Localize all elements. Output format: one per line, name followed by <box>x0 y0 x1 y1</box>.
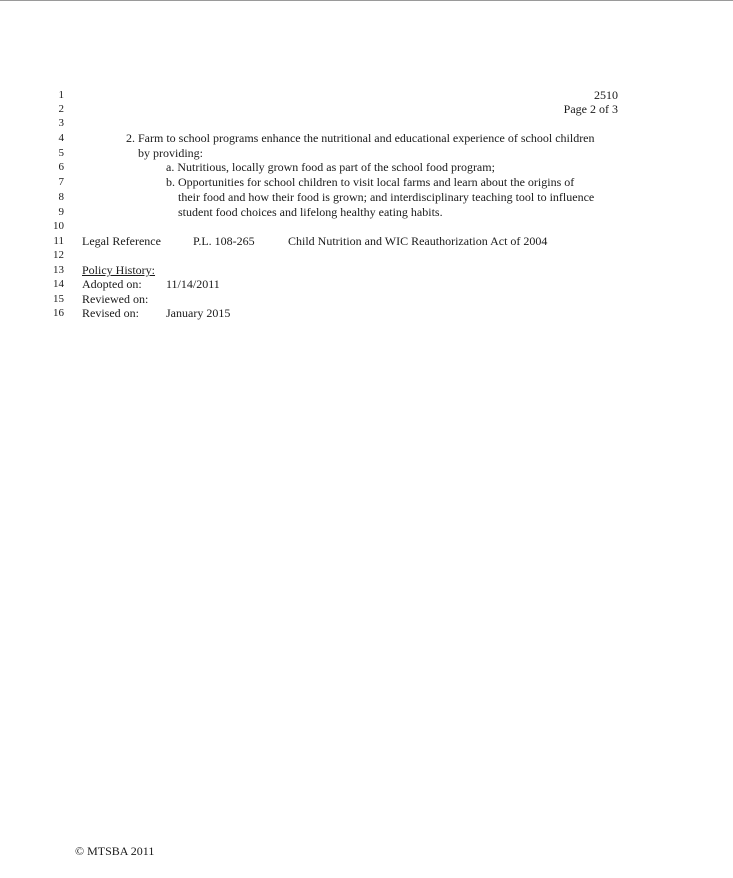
line-number: 1 <box>58 89 64 101</box>
revised-label: Revised on: <box>82 306 139 320</box>
doc-line-1 <box>0 88 733 103</box>
adopted-label: Adopted on: <box>82 277 142 291</box>
doc-line-16 <box>0 306 733 321</box>
line-number: 14 <box>53 278 64 290</box>
doc-line-11 <box>0 234 733 249</box>
line-number: 2 <box>58 103 64 115</box>
line-number: 3 <box>58 117 64 129</box>
item-2-continuation: by providing: <box>138 146 203 160</box>
line-number: 13 <box>53 264 64 276</box>
line-number: 16 <box>53 307 64 319</box>
adopted-date: 11/14/2011 <box>166 277 220 291</box>
doc-line-2 <box>0 102 733 117</box>
line-number: 9 <box>58 206 64 218</box>
policy-history-heading: Policy History: <box>82 263 156 277</box>
doc-line-5 <box>0 146 733 161</box>
line-number: 4 <box>58 132 64 144</box>
line-number: 5 <box>58 147 64 159</box>
doc-line-4 <box>0 131 733 146</box>
legal-citation: P.L. 108-265 <box>193 234 255 248</box>
line-number: 15 <box>53 293 64 305</box>
doc-line-7 <box>0 175 733 190</box>
doc-line-13 <box>0 263 733 278</box>
item-b-continuation: their food and how their food is grown; and interdisciplinary teaching tool to influence <box>178 190 595 204</box>
line-number: 6 <box>58 161 64 173</box>
item-a-text: a. Nutritious, locally grown food as part of the school food program; <box>166 160 495 174</box>
revised-date: January 2015 <box>166 306 231 320</box>
doc-line-6 <box>0 160 733 175</box>
legal-reference-label: Legal Reference <box>82 234 161 248</box>
copyright-footer: © MTSBA 2011 <box>75 844 155 858</box>
reviewed-label: Reviewed on: <box>82 292 149 306</box>
doc-line-15 <box>0 292 733 307</box>
doc-line-8 <box>0 190 733 205</box>
item-2-text: 2. Farm to school programs enhance the nutritional and educational experience of school children <box>126 131 595 145</box>
policy-number: 2510 <box>594 88 618 102</box>
doc-line-3 <box>0 116 733 131</box>
line-number: 10 <box>53 220 64 232</box>
doc-line-14 <box>0 277 733 292</box>
line-number: 12 <box>53 249 64 261</box>
doc-line-12 <box>0 248 733 263</box>
doc-line-9 <box>0 205 733 220</box>
line-number: 8 <box>58 191 64 203</box>
page-label: Page 2 of 3 <box>563 102 618 116</box>
item-b-continuation: student food choices and lifelong healthy eating habits. <box>178 205 443 219</box>
line-number: 7 <box>58 176 64 188</box>
doc-line-10 <box>0 219 733 234</box>
line-number: 11 <box>53 235 64 247</box>
legal-act-title: Child Nutrition and WIC Reauthorization Act of 2004 <box>288 234 548 248</box>
item-b-text: b. Opportunities for school children to visit local farms and learn about the origins of <box>166 175 575 189</box>
